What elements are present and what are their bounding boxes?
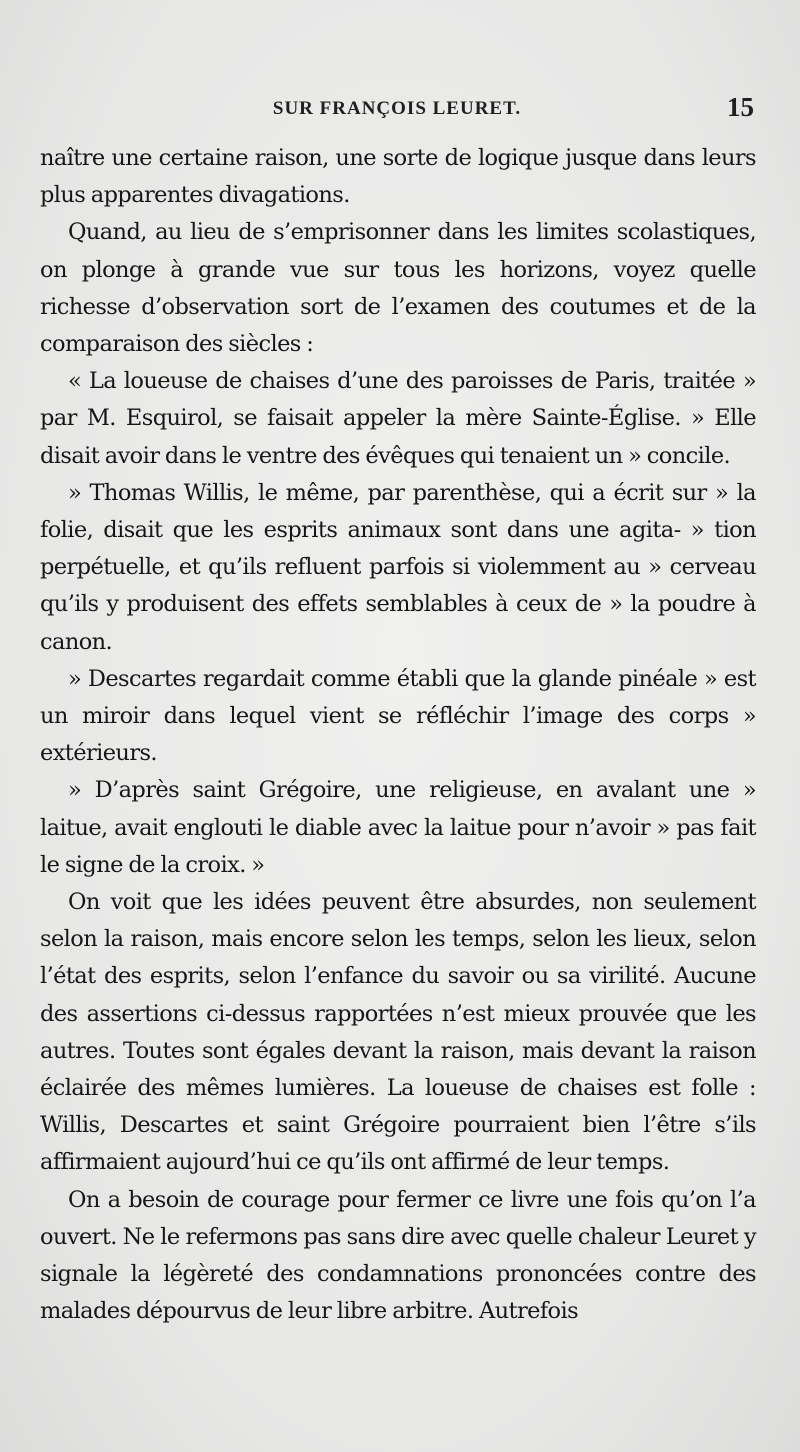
page-header [40, 92, 754, 128]
quote-gregoire: » D’après saint Grégoire, une religieuse, en avalant une » laitue, avait englouti le diable avec la laitue pour n’avoir » pas fait le signe de la croix. » [40, 777, 756, 878]
running-head: SUR FRANÇOIS LEURET. [272, 98, 522, 119]
paragraph-horizons: Quand, au lieu de s’emprisonner dans les limites scolastiques, on plonge à grande vue sur tous les horizons, voyez quelle richesse d’observation sort de l’examen des coutumes et de la comparaison des siècles : [40, 219, 756, 358]
quote-willis: » Thomas Willis, le même, par parenthèse, qui a écrit sur » la folie, disait que les esprits animaux sont dans une agita- » tion perpétuelle, et qu’ils refluent parfois si violemment au » cerveau qu’ils y produisent des effets semblables à ceux de » la poudre à canon. [40, 479, 756, 655]
paragraph-continuation: naître une certaine raison, une sorte de logique jusque dans leurs plus apparentes divagations. [40, 145, 756, 209]
body-text [40, 140, 756, 1331]
page-number: 15 [727, 92, 754, 122]
quote-descartes: » Descartes regardait comme établi que la glande pinéale » est un miroir dans lequel vient se réfléchir l’image des corps » extérieurs. [40, 665, 756, 767]
paragraph-courage: On a besoin de courage pour fermer ce livre une fois qu’on l’a ouvert. Ne le refermons pas sans dire avec quelle chaleur Leuret y signale la légèreté des condamnations prononcées contre des malades dépourvus de leur libre arbitre. Autrefois [40, 1186, 756, 1325]
quote-loueuse: « La loueuse de chaises d’une des paroisses de Paris, traitée » par M. Esquirol, se faisait appeler la mère Sainte-Église. » Elle disait avoir dans le ventre des évêques qui tenaient un » concile. [40, 368, 756, 469]
paragraph-absurd-ideas: On voit que les idées peuvent être absurdes, non seulement selon la raison, mais encore selon les temps, selon les lieux, selon l’état des esprits, selon l’enfance du savoir ou sa virilité. Aucune des assertions ci-dessus rapportées n’est mieux prouvée que les autres. Toutes sont égales devant la raison, mais devant la raison éclairée des mêmes lumières. La loueuse de chaises est folle : Willis, Descartes et saint Grégoire pourraient bien l’être s’ils affirmaient aujourd’hui ce qu’ils ont affirmé de leur temps. [40, 889, 756, 1176]
